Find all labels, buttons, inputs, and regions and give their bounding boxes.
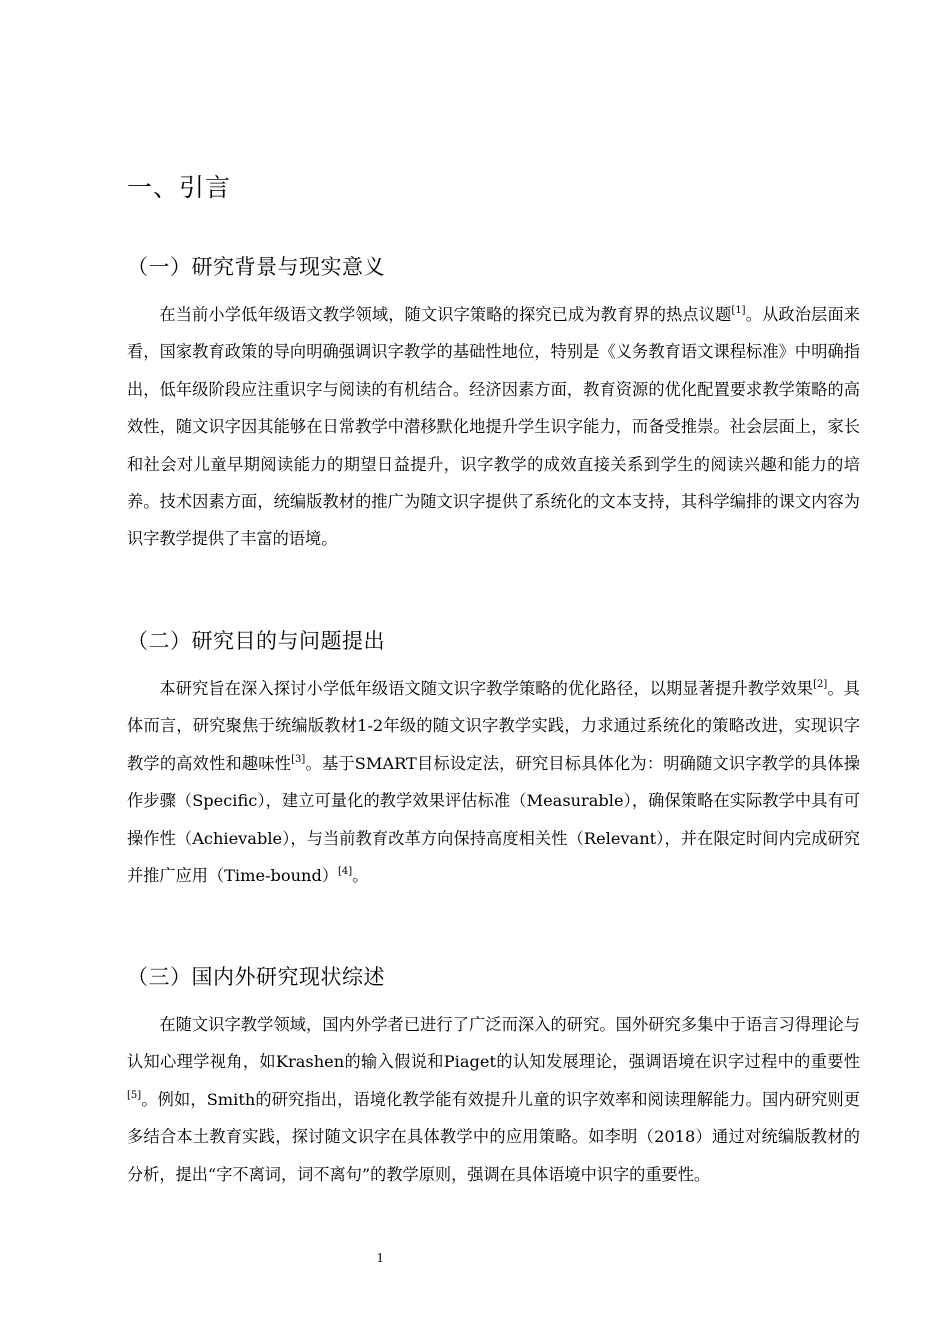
citation-marker: [3] [291, 753, 306, 765]
paragraph-literature: 在随文识字教学领域，国内外学者已进行了广泛而深入的研究。国外研究多集中于语言习得理论与认知心理学视角，如Krashen的输入假说和Piaget的认知发展理论，强调语境在识字过程中的重要性[5]。例如，Smith的研究指出，语境化教学能有效提升儿童的识字效率和阅读理解能力。国内研究则更多结合本土教育实践，探讨随文识字在具体教学中的应用策略。如李明（2018）通过对统编版教材的分析，提出“字不离词，词不离句”的教学原则，强调在具体语境中识字的重要性。 [127, 1015, 860, 1184]
section-title: 一、引言 [127, 173, 232, 202]
citation-marker: [5] [127, 1089, 142, 1101]
subsection-heading-literature: （三）国内外研究现状综述 [127, 965, 385, 989]
citation-marker: [2] [813, 679, 828, 690]
page-number: 1 [376, 1251, 384, 1266]
paragraph-objectives: 本研究旨在深入探讨小学低年级语文随文识字教学策略的优化路径，以期显著提升教学效果[2]。具体而言，研究聚焦于统编版教材1-2年级的随文识字教学实践，力求通过系统化的策略改进，实现识字教学的高效性和趣味性[3]。基于SMART目标设定法，研究目标具体化为：明确随文识字教学的具体操作步骤（Specific），建立可量化的教学效果评估标准（Measurable），确保策略在实际教学中具有可操作性（Achievable），与当前教育改革方向保持高度相关性（Relevant），并在限定时间内完成研究并推广应用（Time-bound）[4]。 [127, 679, 860, 886]
paragraph-background: 在当前小学低年级语文教学领域，随文识字策略的探究已成为教育界的热点议题[1]。从政治层面来看，国家教育政策的导向明确强调识字教学的基础性地位，特别是《义务教育语文课程标准》中明确指出，低年级阶段应注重识字与阅读的有机结合。经济因素方面，教育资源的优化配置要求教学策略的高效性，随文识字因其能够在日常教学中潜移默化地提升学生识字能力，而备受推崇。社会层面上，家长和社会对儿童早期阅读能力的期望日益提升，识字教学的成效直接关系到学生的阅读兴趣和能力的培养。技术因素方面，统编版教材的推广为随文识字提供了系统化的文本支持，其科学编排的课文内容为识字教学提供了丰富的语境。 [127, 305, 860, 549]
citation-marker: [1] [731, 305, 746, 316]
citation-marker: [4] [338, 866, 353, 878]
subsection-heading-objectives: （二）研究目的与问题提出 [127, 629, 385, 653]
subsection-heading-background: （一）研究背景与现实意义 [127, 255, 385, 279]
